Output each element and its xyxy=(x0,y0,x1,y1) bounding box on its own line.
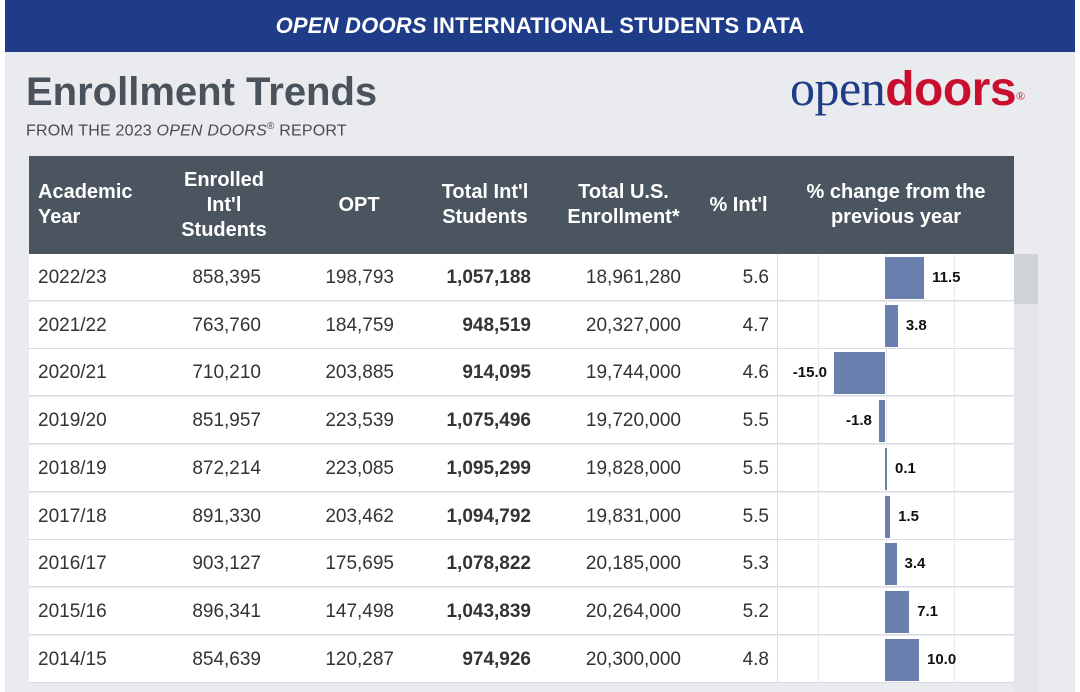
scrollbar-thumb[interactable] xyxy=(1014,254,1038,304)
cell-opt: 203,885 xyxy=(325,362,394,384)
header-line: Total Int'l xyxy=(441,181,529,203)
header-line: Enrollment* xyxy=(567,206,680,228)
table-row xyxy=(29,397,1014,444)
cell-total-intl: 1,095,299 xyxy=(446,457,531,479)
gridline xyxy=(886,397,887,444)
cell-enrolled: 763,760 xyxy=(192,314,261,336)
table-row xyxy=(29,636,1014,683)
cell-pct-intl: 5.5 xyxy=(742,410,769,432)
change-bar xyxy=(834,352,885,394)
cell-year: 2020/21 xyxy=(38,362,107,384)
cell-opt: 223,085 xyxy=(325,457,394,479)
cell-year: 2018/19 xyxy=(38,457,107,479)
cell-pct-intl: 5.5 xyxy=(742,505,769,527)
header-line: previous year xyxy=(830,206,962,228)
cell-enrolled: 858,395 xyxy=(192,267,261,288)
change-bar-cell xyxy=(777,636,1014,683)
table-row xyxy=(29,540,1014,587)
cell-opt: 223,539 xyxy=(325,410,394,432)
cell-enrolled: 851,957 xyxy=(192,410,261,432)
cell-total-us: 20,327,000 xyxy=(585,314,681,336)
gridline xyxy=(818,493,819,540)
cell-total-us: 19,831,000 xyxy=(585,505,681,527)
cell-enrolled: 891,330 xyxy=(192,505,261,527)
cell-enrolled: 896,341 xyxy=(192,600,261,622)
header-total-intl xyxy=(429,156,541,254)
header-line: Academic xyxy=(38,181,133,203)
gridline xyxy=(818,636,819,683)
cell-pct-intl: 4.8 xyxy=(742,648,769,670)
header-pct-intl xyxy=(701,156,776,254)
change-value-label: -1.8 xyxy=(846,412,872,430)
logo-doors: doors xyxy=(885,63,1017,116)
gridline xyxy=(954,302,955,349)
header-line: Total U.S. xyxy=(578,181,669,203)
gridline xyxy=(954,397,955,444)
cell-total-intl: 1,075,496 xyxy=(446,410,531,432)
page-title: Enrollment Trends xyxy=(26,70,378,114)
cell-enrolled: 903,127 xyxy=(192,553,261,575)
cell-total-us: 19,720,000 xyxy=(585,410,681,432)
cell-pct-intl: 5.2 xyxy=(742,600,769,622)
change-bar xyxy=(885,257,924,299)
cell-total-us: 18,961,280 xyxy=(585,267,681,288)
header-line: Enrolled xyxy=(183,168,264,191)
gridline xyxy=(954,588,955,635)
cell-total-intl: 948,519 xyxy=(462,314,531,336)
header-total-us xyxy=(561,156,686,254)
cell-opt: 175,695 xyxy=(325,553,394,575)
header-line: Int'l xyxy=(206,193,242,216)
cell-year: 2017/18 xyxy=(38,505,107,527)
table-row xyxy=(29,445,1014,492)
subtitle-post: REPORT xyxy=(274,122,347,140)
scrollbar-track[interactable] xyxy=(1014,254,1038,692)
change-value-label: 3.8 xyxy=(905,316,927,334)
change-bar xyxy=(885,543,897,585)
change-bar xyxy=(885,496,890,538)
cell-year: 2014/15 xyxy=(38,648,107,670)
gridline xyxy=(818,588,819,635)
change-value-label: 1.5 xyxy=(898,507,919,525)
table-row xyxy=(29,493,1014,540)
gridline xyxy=(818,254,819,301)
header-line: Year xyxy=(38,206,81,228)
opendoors-logo xyxy=(790,58,1025,120)
change-bar-cell xyxy=(777,445,1014,492)
change-value-label: 3.4 xyxy=(904,555,926,573)
cell-total-intl: 974,926 xyxy=(462,648,531,670)
table-row xyxy=(29,302,1014,349)
gridline xyxy=(954,493,955,540)
change-bar xyxy=(885,591,909,633)
cell-total-us: 20,264,000 xyxy=(585,600,681,622)
cell-total-us: 20,300,000 xyxy=(585,648,681,670)
cell-opt: 198,793 xyxy=(325,267,394,288)
top-banner xyxy=(5,0,1075,52)
subtitle-brand: OPEN DOORS xyxy=(156,122,268,140)
cell-opt: 147,498 xyxy=(325,600,394,622)
change-bar xyxy=(885,639,919,681)
gridline xyxy=(954,540,955,587)
gridline xyxy=(886,349,887,396)
cell-pct-intl: 5.6 xyxy=(742,267,769,288)
cell-total-intl: 1,094,792 xyxy=(446,505,531,527)
change-bar xyxy=(885,448,887,490)
change-bar-cell xyxy=(777,254,1014,301)
cell-total-intl: 1,078,822 xyxy=(446,553,531,575)
header-enrolled xyxy=(169,156,279,254)
cell-pct-intl: 4.7 xyxy=(742,314,769,336)
change-bar-cell xyxy=(777,540,1014,587)
cell-year: 2019/20 xyxy=(38,410,107,432)
table-row xyxy=(29,588,1014,635)
gridline xyxy=(818,302,819,349)
banner-text: INTERNATIONAL STUDENTS DATA xyxy=(432,13,805,38)
header-opt xyxy=(319,156,399,254)
cell-opt: 203,462 xyxy=(325,505,394,527)
subtitle-pre: FROM THE 2023 xyxy=(26,122,157,140)
cell-opt: 120,287 xyxy=(325,648,394,670)
change-bar-cell xyxy=(777,588,1014,635)
cell-enrolled: 872,214 xyxy=(192,457,261,479)
change-value-label: 0.1 xyxy=(895,459,916,477)
cell-total-us: 19,744,000 xyxy=(585,362,681,384)
cell-pct-intl: 5.3 xyxy=(742,553,769,575)
header-line: Students xyxy=(442,206,528,228)
logo-open: open xyxy=(790,60,886,116)
change-value-label: 11.5 xyxy=(932,269,961,286)
cell-enrolled: 710,210 xyxy=(192,362,261,384)
cell-total-us: 20,185,000 xyxy=(585,553,681,575)
cell-pct-intl: 5.5 xyxy=(742,457,769,479)
cell-total-us: 19,828,000 xyxy=(585,457,681,479)
header-academic-year xyxy=(38,156,178,254)
banner-brand: OPEN DOORS xyxy=(275,13,427,38)
table-row xyxy=(29,349,1014,396)
cell-total-intl: 914,095 xyxy=(462,362,531,384)
header-line: Students xyxy=(181,218,267,241)
change-value-label: 7.1 xyxy=(917,602,938,620)
gridline xyxy=(818,445,819,492)
logo-reg: ® xyxy=(1016,89,1025,103)
cell-year: 2016/17 xyxy=(38,553,107,575)
change-bar xyxy=(885,305,898,347)
change-bar-cell xyxy=(777,302,1014,349)
page-subtitle xyxy=(26,121,347,140)
change-bar xyxy=(879,400,885,442)
cell-year: 2015/16 xyxy=(38,600,107,622)
subtitle-reg: ® xyxy=(267,121,275,132)
cell-opt: 184,759 xyxy=(325,314,394,336)
change-bar-cell xyxy=(777,349,1014,396)
gridline xyxy=(954,445,955,492)
cell-total-intl: 1,057,188 xyxy=(446,267,531,288)
cell-enrolled: 854,639 xyxy=(192,648,261,670)
table-row xyxy=(29,254,1014,301)
header-line: OPT xyxy=(338,193,380,216)
change-value-label: -15.0 xyxy=(792,364,827,382)
cell-year: 2021/22 xyxy=(38,314,107,336)
table-header xyxy=(29,156,1014,254)
gridline xyxy=(954,349,955,396)
cell-total-intl: 1,043,839 xyxy=(446,600,531,622)
cell-year: 2022/23 xyxy=(38,267,107,288)
change-bar-cell xyxy=(777,397,1014,444)
header-pct-change xyxy=(781,156,1011,254)
header-line: % Int'l xyxy=(709,193,768,216)
change-value-label: 10.0 xyxy=(927,650,957,668)
cell-pct-intl: 4.6 xyxy=(742,362,769,384)
gridline xyxy=(818,397,819,444)
gridline xyxy=(818,540,819,587)
change-bar-cell xyxy=(777,493,1014,540)
header-line: % change from the xyxy=(806,181,986,203)
